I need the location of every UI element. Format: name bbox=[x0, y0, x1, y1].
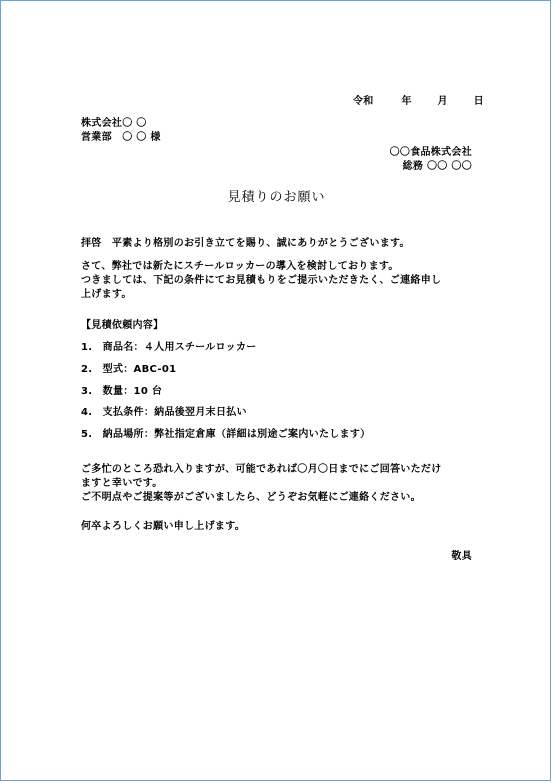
closing-line1: ご多忙のところ恐れ入りますが、可能であれば〇月〇日までにご回答いただけ bbox=[81, 464, 442, 475]
para1-line3: 上げます。 bbox=[81, 289, 132, 300]
section-heading: 【見積依頼内容】 bbox=[81, 320, 164, 331]
greeting-line: 拝啓 平素より格別のお引き立てを賜り、誠にありがとうございます。 bbox=[81, 238, 410, 249]
sign-off: 敬具 bbox=[451, 551, 472, 562]
date-day: 日 bbox=[473, 96, 484, 107]
date-line bbox=[353, 95, 484, 109]
recipient-company: 株式会社〇 〇 bbox=[81, 118, 147, 129]
list-item: 1. 商品名：４人用スチールロッカー bbox=[81, 342, 257, 353]
list-item: 2. 型式：ABC-01 bbox=[81, 364, 177, 375]
sender-person: 総務 〇〇 〇〇 bbox=[402, 161, 472, 172]
date-year: 年 bbox=[401, 96, 412, 107]
document-title: 見積りのお願い bbox=[227, 190, 326, 205]
para1-line2: つきましては、下記の条件にてお見積もりをご提示いただきたく、ご連絡申し bbox=[81, 275, 442, 286]
para1-line1: さて、弊社では新たにスチールロッカーの導入を検討しております。 bbox=[81, 261, 399, 272]
date-month: 月 bbox=[437, 96, 448, 107]
list-item: 4. 支払条件：納品後翌月末日払い bbox=[81, 407, 247, 418]
list-item: 5. 納品場所：弊社指定倉庫（詳細は別途ご案内いたします） bbox=[81, 429, 371, 440]
recipient-person: 営業部 〇 〇 様 bbox=[81, 132, 161, 143]
closing-line3: ご不明点やご提案等がございましたら、どうぞお気軽にご連絡ください。 bbox=[81, 492, 421, 503]
closing-line4: 何卒よろしくお願い申し上げます。 bbox=[81, 521, 245, 532]
list-item: 3. 数量：10 台 bbox=[81, 386, 163, 397]
sender-company: 〇〇食品株式会社 bbox=[389, 147, 472, 158]
date-era: 令和 bbox=[353, 96, 374, 107]
closing-line2: ますと幸いです。 bbox=[81, 478, 163, 489]
